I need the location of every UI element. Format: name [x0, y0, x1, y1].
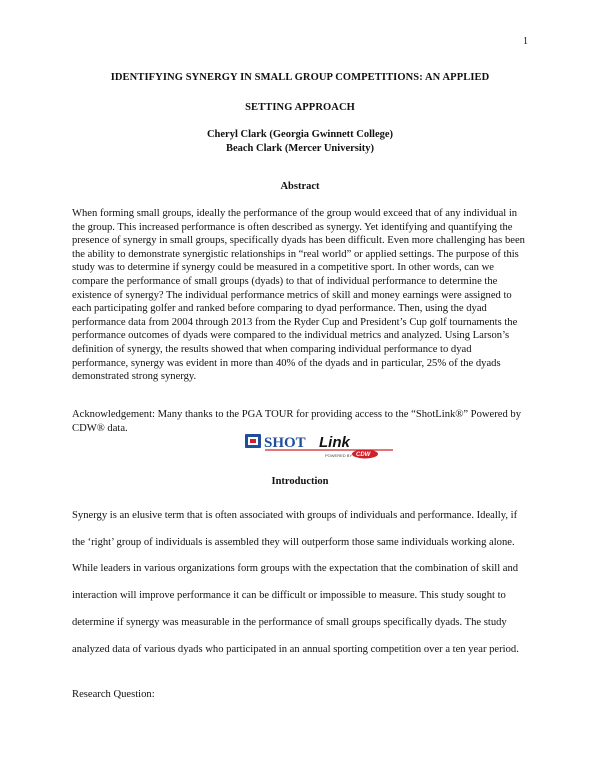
acknowledgement-text: Acknowledgement: Many thanks to the PGA TOUR for providing access to the “ShotLink®” Powered by CDW® data.: [72, 409, 521, 434]
author-block: [60, 128, 540, 156]
paper-title-line-1: IDENTIFYING SYNERGY IN SMALL GROUP COMPETITIONS: AN APPLIED: [110, 72, 490, 83]
author-2: Beach Clark (Mercer University): [225, 143, 375, 154]
shotlink-logo: [245, 433, 395, 459]
abstract-heading: Abstract: [280, 181, 320, 192]
logo-link-text: Link: [319, 434, 350, 451]
abstract-text: When forming small groups, ideally the performance of the group would exceed that of any individual in the group. This increased performance is often described as synergy. Yet identifying and quantifying the presence of synergy in small groups, specifically dyads has been difficult. Even more challenging has been the ability to demonstrate synergistic relationships in “real world” or applied settings. The purpose of this study was to determine if synergy could be measured in a competitive sport. In other words, can we compare the performance of small groups (dyads) to that of individual performance to determine the existence of synergy? The individual performance metrics of skill and money earnings were assigned to each participating golfer and ranked before comparing to dyad performance. Then, using the dyad performance data from 2004 through 2013 from the Ryder Cup and President’s Cup golf tournaments the performance outcomes of dyads were compared to the individual metrics and analyzed. Using Larson’s definition of synergy, the results showed that when comparing individual performance to dyad performance, synergy was evident in more than 40% of the dyads and in particular, 25% of the dyads demonstrated strong synergy.: [72, 208, 525, 383]
logo-cdw-text: CDW: [356, 452, 371, 458]
research-question-label: Research Question:: [72, 689, 155, 700]
page-number: 1: [523, 36, 528, 47]
logo-shot-text: SHOT: [264, 435, 306, 451]
logo-powered-by: POWERED BY: [325, 453, 353, 458]
author-1: Cheryl Clark (Georgia Gwinnett College): [206, 129, 394, 140]
paper-title-line-2: SETTING APPROACH: [245, 102, 355, 113]
introduction-text: Synergy is an elusive term that is often associated with groups of individuals and performance. Ideally, if the ‘right’ group of individuals is assembled they will outperform those same individuals working alone. While leaders in various organizations form groups with the expectation that the combination of skill and interaction will improve performance it can be difficult or impossible to measure. This study sought to determine if synergy was measurable in the performance of small groups specifically dyads. The study analyzed data of various dyads who participated in an annual sporting competition over a ten year period.: [72, 510, 519, 655]
introduction-heading: Introduction: [271, 476, 329, 487]
